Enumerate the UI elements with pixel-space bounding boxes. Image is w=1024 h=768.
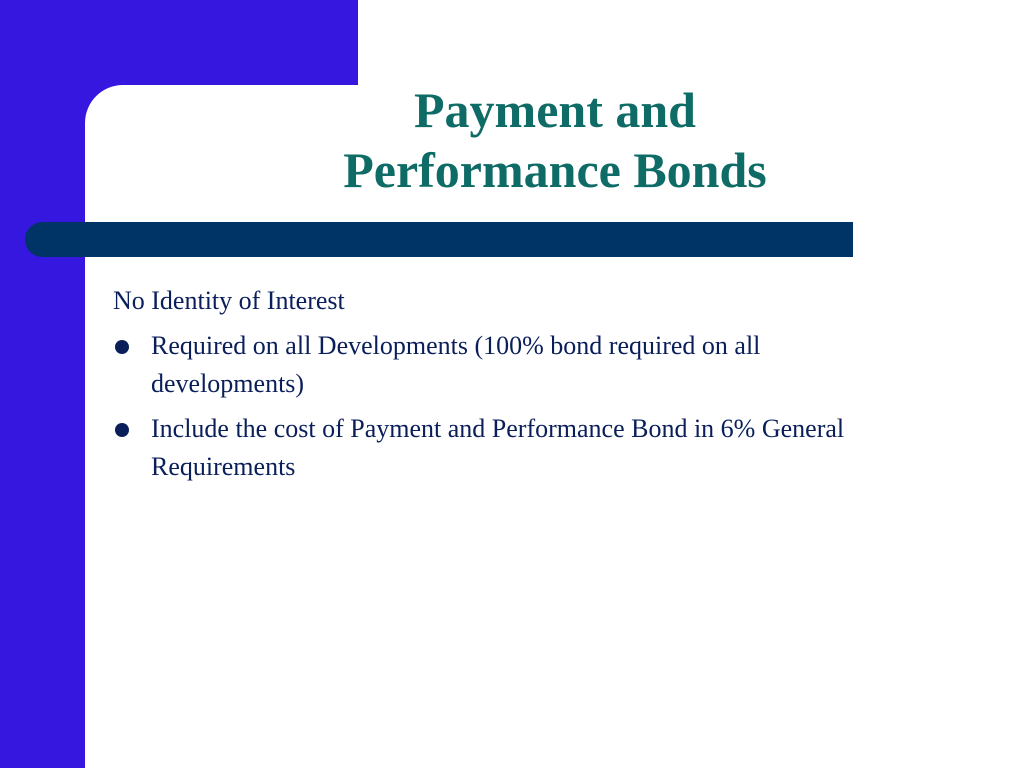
slide-title — [300, 80, 810, 200]
slide-title-line-2: Performance Bonds — [343, 142, 767, 198]
bullet-text: Required on all Developments (100% bond required on all developments) — [151, 331, 761, 398]
frame-left-strip — [0, 0, 85, 768]
bullet-item — [113, 410, 903, 486]
bullet-item — [113, 327, 903, 403]
bullet-dot-icon — [115, 340, 129, 354]
bullet-text: Include the cost of Payment and Performance Bond in 6% General Requirements — [151, 414, 845, 481]
slide-body — [113, 282, 903, 493]
lead-text: No Identity of Interest — [113, 286, 345, 315]
bullet-dot-icon — [115, 423, 129, 437]
bullet-list — [113, 327, 903, 486]
frame-top-block — [0, 0, 358, 85]
slide-title-line-1: Payment and — [414, 82, 696, 138]
title-divider-bar — [25, 222, 853, 257]
